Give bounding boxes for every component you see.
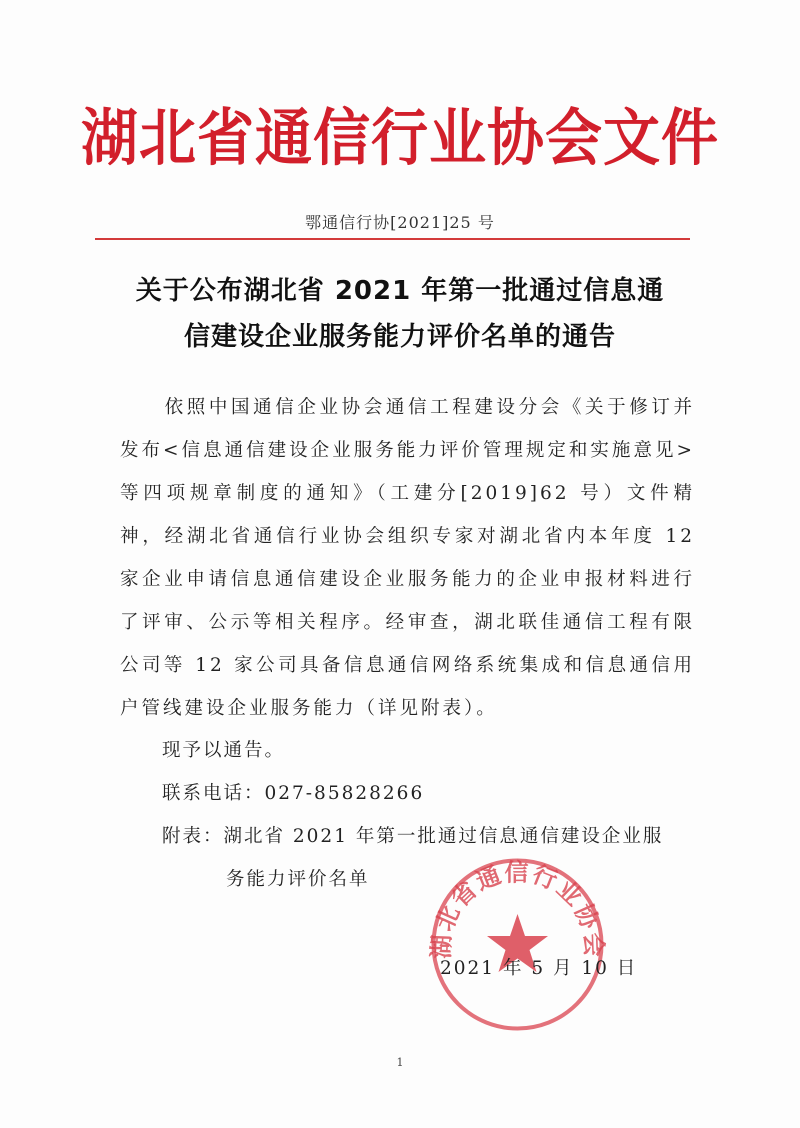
notice-sentence: 现予以通告。 <box>162 740 286 761</box>
svg-text:湖北省通信行业协会: 湖北省通信行业协会 <box>427 858 608 960</box>
notice-title-line-1: 关于公布湖北省 2021 年第一批通过信息通 <box>135 276 665 306</box>
issue-date: 2021 年 5 月 10 日 <box>440 958 638 979</box>
attachment-line-2: 务能力评价名单 <box>226 869 370 890</box>
official-seal-stamp <box>425 852 610 1037</box>
document-number: 鄂通信行协[2021]25 号 <box>305 213 495 232</box>
red-divider-rule <box>95 238 690 240</box>
notice-title-line-2: 信建设企业服务能力评价名单的通告 <box>183 322 616 352</box>
contact-phone: 联系电话：027-85828266 <box>162 783 425 804</box>
page-number: 1 <box>396 1056 404 1069</box>
attachment-line-1: 附表：湖北省 2021 年第一批通过信息通信建设企业服 <box>162 826 664 847</box>
body-paragraph-block <box>120 386 695 730</box>
masthead-title: 湖北省通信行业协会文件 <box>81 102 719 175</box>
body-paragraph: 依照中国通信企业协会通信工程建设分会《关于修订并发布<信息通信建设企业服务能力评价管理规定和实施意见>等四项规章制度的通知》（工建分[2019]62 号）文件精神，经湖北省通信行业协会组织专家对湖北省内本年度 12 家企业申请信息通信建设企业服务能力的企业申报材料进行了评审、公示等相关程序。经审查，湖北联佳通信工程有限公司等 12 家公司具备信息通信网络系统集成和信息通信用户管线建设企业服务能力（详见附表）。 <box>120 397 695 719</box>
notice-title <box>100 268 700 360</box>
